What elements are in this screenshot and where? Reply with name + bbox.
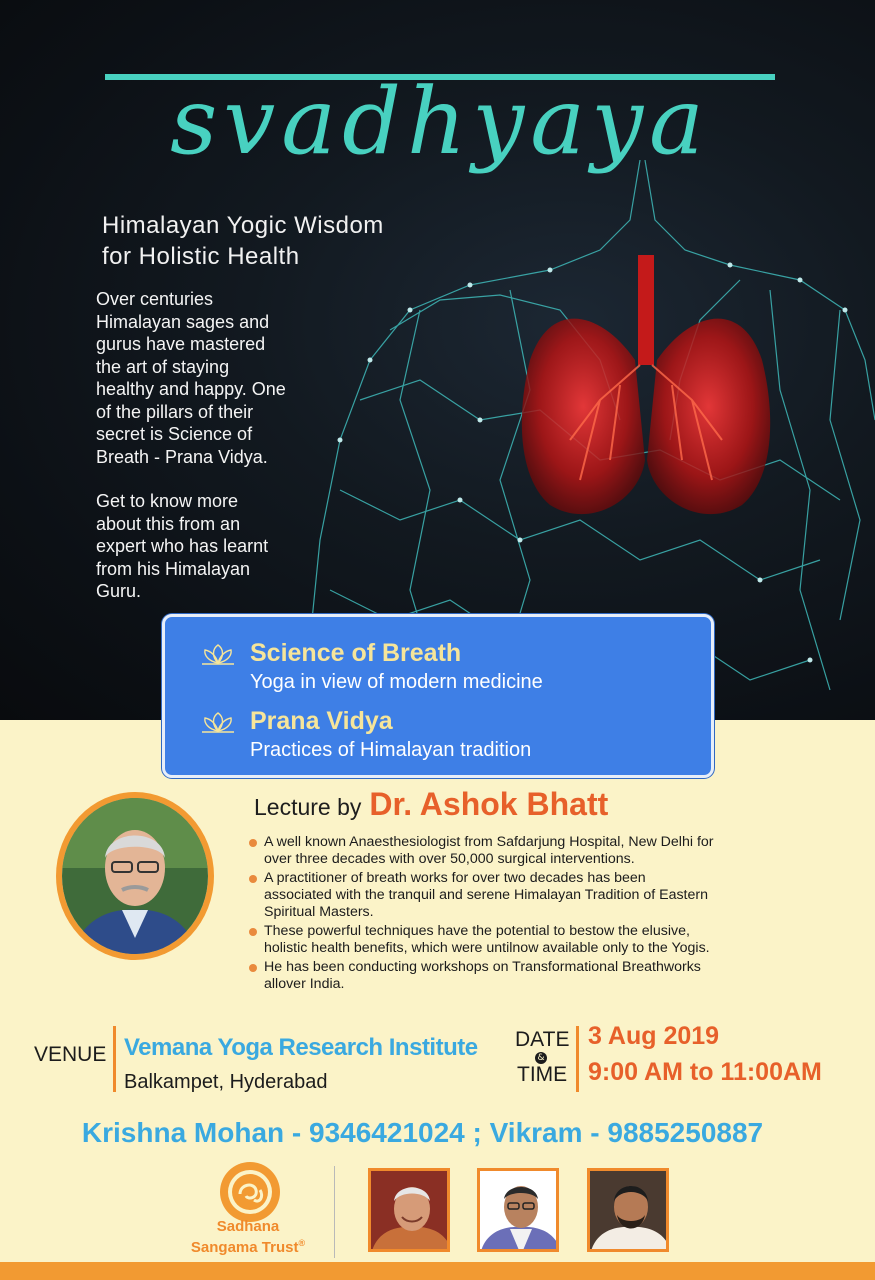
organizer-line: Sangama Trust bbox=[190, 1239, 299, 1256]
intro-line: about this from an bbox=[96, 513, 241, 534]
subtitle-line: for Holistic Health bbox=[102, 243, 300, 270]
speaker-bio-list bbox=[248, 834, 828, 995]
intro-line: Guru. bbox=[96, 581, 142, 601]
bottom-accent-bar bbox=[0, 1262, 875, 1280]
bullet-icon bbox=[249, 928, 257, 936]
guru-portrait bbox=[590, 1171, 669, 1252]
intro-line: the art of staying bbox=[96, 356, 230, 377]
intro-line: Over centuries bbox=[96, 289, 214, 309]
venue-label: VENUE bbox=[34, 1043, 107, 1066]
intro-line: of the pillars of their bbox=[96, 401, 254, 422]
guru-portrait bbox=[371, 1171, 450, 1252]
organizer-line-2 bbox=[168, 1235, 328, 1256]
intro-line: gurus have mastered bbox=[96, 334, 266, 354]
bullet-icon bbox=[249, 839, 257, 847]
intro-line: secret is Science of bbox=[96, 424, 253, 444]
bio-line: holistic health benefits, which were untilnow available only to the Yogis. bbox=[264, 940, 710, 956]
contact-numbers: Krishna Mohan - 9346421024 ; Vikram - 9885250887 bbox=[81, 1117, 764, 1148]
guru-photo-3 bbox=[587, 1168, 669, 1252]
venue-name: Vemana Yoga Research Institute bbox=[124, 1034, 478, 1061]
guru-photo-2 bbox=[477, 1168, 559, 1252]
topic-title: Prana Vidya bbox=[250, 707, 393, 735]
ampersand-badge: & bbox=[535, 1052, 547, 1064]
bullet-icon bbox=[249, 964, 257, 972]
intro-line: Himalayan sages and bbox=[96, 311, 270, 332]
registered-mark: ® bbox=[298, 1238, 306, 1248]
event-time: 9:00 AM to 11:00AM bbox=[588, 1058, 822, 1086]
subtitle bbox=[102, 210, 482, 272]
bio-line: associated with the tranquil and serene Himalayan Tradition of Eastern bbox=[264, 887, 709, 903]
topic-subtitle: Practices of Himalayan tradition bbox=[250, 739, 532, 761]
svadhyaya-title bbox=[105, 38, 775, 175]
sadhana-trust-logo bbox=[218, 1160, 282, 1224]
bio-line: He has been conducting workshops on Transformational Breathworks bbox=[264, 959, 701, 975]
guru-photo-1 bbox=[368, 1168, 450, 1252]
topic-title: Science of Breath bbox=[250, 639, 462, 667]
lotus-icon bbox=[198, 711, 238, 735]
title-text: svadhyaya bbox=[170, 68, 710, 175]
intro-line: Get to know more bbox=[96, 491, 239, 511]
bio-line: These powerful techniques have the potential to bestow the elusive, bbox=[264, 923, 690, 939]
speaker-portrait bbox=[62, 798, 208, 954]
date-divider bbox=[576, 1026, 579, 1092]
intro-paragraph bbox=[96, 288, 366, 468]
speaker-photo bbox=[62, 798, 208, 954]
bio-line: A well known Anaesthesiologist from Safdarjung Hospital, New Delhi for bbox=[264, 834, 714, 850]
list-item bbox=[248, 870, 828, 921]
speaker-name: Dr. Ashok Bhatt bbox=[369, 786, 609, 822]
subtitle-line: Himalayan Yogic Wisdom bbox=[102, 212, 384, 239]
intro-paragraph bbox=[96, 490, 366, 603]
organizer-line: Sadhana bbox=[216, 1218, 280, 1235]
bio-line: over three decades with over 50,000 surgical interventions. bbox=[264, 851, 635, 867]
lotus-icon bbox=[198, 643, 238, 667]
event-date: 3 Aug 2019 bbox=[588, 1022, 720, 1050]
guru-portrait bbox=[480, 1171, 559, 1252]
list-item bbox=[248, 834, 828, 868]
organizer-name bbox=[168, 1218, 328, 1256]
lecture-by-label: Lecture by bbox=[254, 794, 362, 820]
lecture-heading bbox=[254, 786, 608, 823]
footer-divider bbox=[334, 1166, 335, 1258]
intro-line: Breath - Prana Vidya. bbox=[96, 446, 268, 467]
topics-box bbox=[162, 614, 714, 778]
bullet-icon bbox=[249, 875, 257, 883]
bio-line: Spiritual Masters. bbox=[264, 904, 374, 920]
venue-divider bbox=[113, 1026, 116, 1092]
date-label: DATE bbox=[515, 1028, 570, 1051]
venue-address: Balkampet, Hyderabad bbox=[124, 1071, 328, 1093]
list-item bbox=[248, 923, 828, 957]
bio-line: allover India. bbox=[264, 976, 345, 992]
list-item bbox=[248, 959, 828, 993]
intro-text bbox=[96, 288, 366, 625]
topic-subtitle: Yoga in view of modern medicine bbox=[250, 671, 543, 693]
intro-line: healthy and happy. One bbox=[96, 379, 286, 399]
bio-line: A practitioner of breath works for over two decades has been bbox=[264, 870, 646, 886]
time-label: TIME bbox=[517, 1063, 568, 1086]
intro-line: expert who has learnt bbox=[96, 536, 269, 556]
intro-line: from his Himalayan bbox=[96, 558, 251, 579]
